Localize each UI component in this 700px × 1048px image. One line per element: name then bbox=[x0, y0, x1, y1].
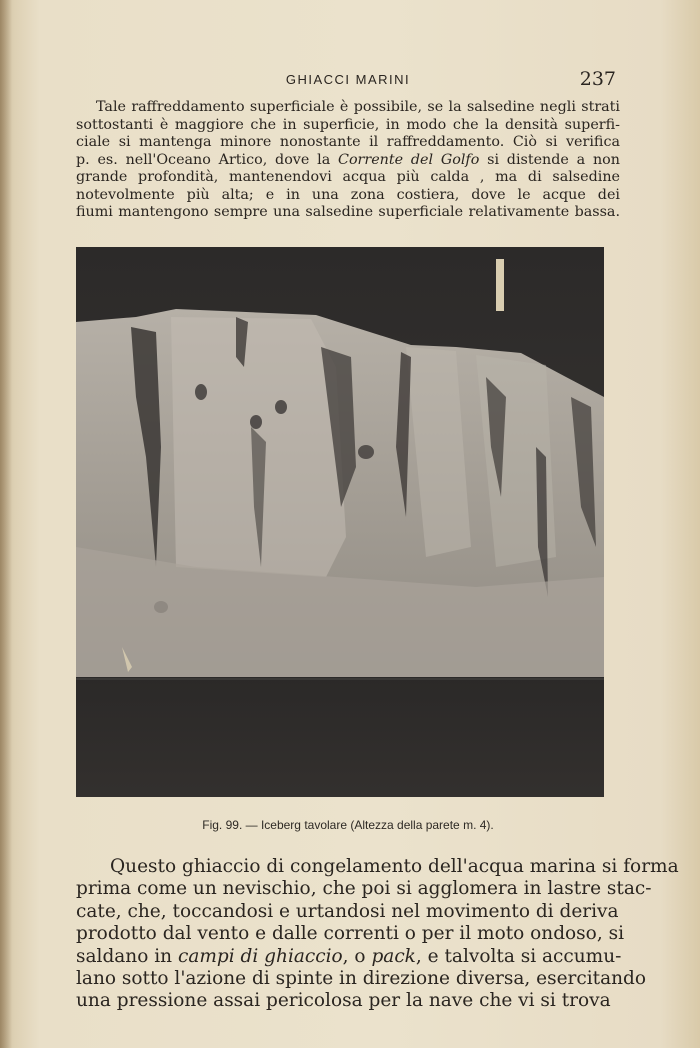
paragraph-line: sottostanti è maggiore che in superficie, in modo che la densità superfi- bbox=[76, 116, 620, 133]
paragraph-line: fiumi mantengono sempre una salsedine superficiale relativamente bassa. bbox=[76, 204, 620, 220]
iceberg-photo bbox=[76, 247, 604, 797]
line-start: saldano in bbox=[76, 945, 178, 967]
paragraph-line: grande profondità, mantenendovi acqua più calda , ma di salsedine bbox=[76, 169, 620, 185]
line-middle: , o bbox=[342, 945, 372, 967]
page-number: 237 bbox=[579, 68, 616, 90]
paragraph-line: Questo ghiaccio di congelamento dell'acqua marina si forma bbox=[110, 856, 679, 877]
italic-term: campi di ghiaccio bbox=[177, 945, 343, 967]
running-head: GHIACCI MARINI bbox=[285, 72, 411, 87]
paragraph-line bbox=[76, 945, 622, 968]
italic-term: Corrente del Golfo bbox=[338, 151, 480, 168]
paragraph-line: ciale si mantenga minore nonostante il raffreddamento. Ciò si verifica bbox=[76, 134, 620, 150]
paragraph-line: prima come un nevischio, che poi si agglomera in lastre stac- bbox=[76, 878, 652, 900]
line-start: p. es. nell'Oceano Artico, dove la bbox=[76, 151, 338, 168]
paragraph-line bbox=[76, 152, 620, 170]
top-paragraph bbox=[76, 99, 620, 222]
paragraph-line: lano sotto l'azione di spinte in direzione diversa, esercitando bbox=[76, 968, 647, 990]
bottom-paragraph bbox=[76, 856, 679, 1013]
paragraph-line: prodotto dal vento e dalle correnti o per il moto ondoso, si bbox=[76, 923, 624, 945]
page-header bbox=[76, 68, 620, 92]
paragraph-line: una pressione assai pericolosa per la nave che vi si trova bbox=[76, 990, 611, 1012]
figure-caption: Fig. 99. — Iceberg tavolare (Altezza della parete m. 4). bbox=[202, 818, 494, 832]
line-end: , e talvolta si accumu- bbox=[415, 945, 622, 967]
line-end: si distende a non bbox=[479, 151, 620, 168]
paragraph-line: Tale raffreddamento superficiale è possibile, se la salsedine negli strati bbox=[96, 99, 620, 115]
paragraph-line: cate, che, toccandosi e urtandosi nel movimento di deriva bbox=[76, 900, 619, 922]
spine-shadow bbox=[0, 0, 12, 1048]
paragraph-line: notevolmente più alta; e in una zona costiera, dove le acque dei bbox=[76, 186, 620, 203]
italic-term: pack bbox=[371, 945, 416, 967]
